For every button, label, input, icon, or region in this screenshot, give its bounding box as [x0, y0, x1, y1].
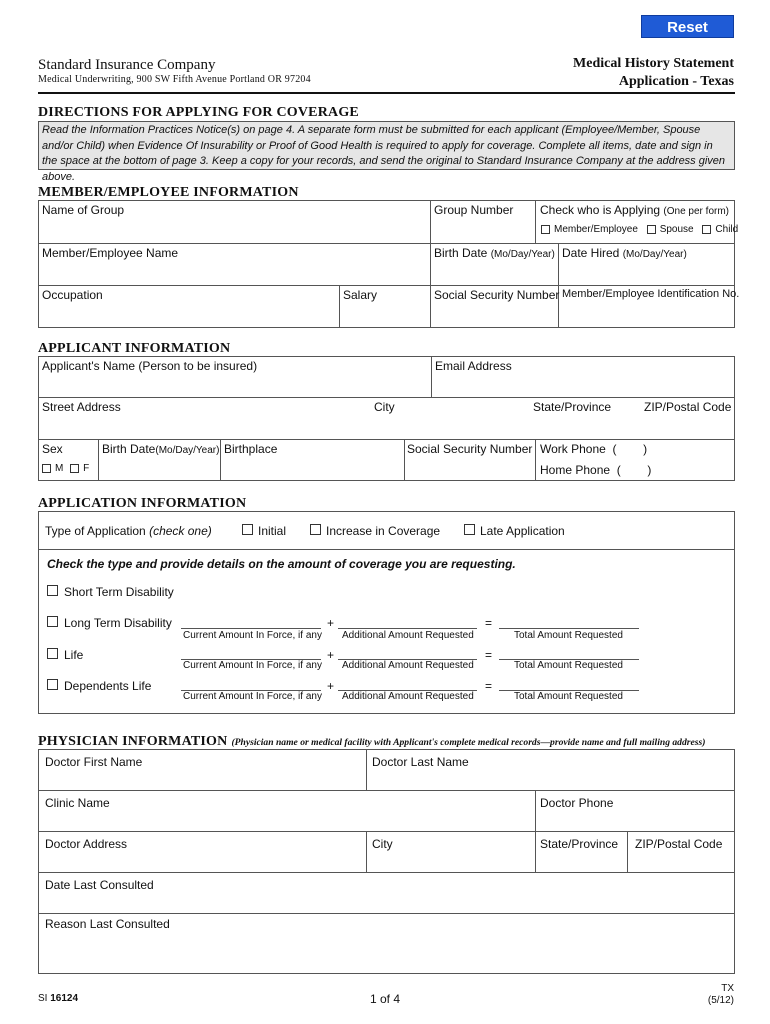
current-amount-caption: Current Amount In Force, if any	[183, 691, 322, 702]
dependents-life-checkbox[interactable]	[47, 679, 58, 690]
applicant-birth-date-field[interactable]	[102, 442, 219, 456]
additional-amount-caption: Additional Amount Requested	[342, 630, 474, 641]
current-amount-caption: Current Amount In Force, if any	[183, 660, 322, 671]
clinic-name-field[interactable]: Clinic Name	[45, 796, 110, 810]
physician-row-divider	[38, 831, 735, 832]
physician-col-divider	[366, 749, 367, 790]
increase-label: Increase in Coverage	[326, 524, 441, 538]
doctor-address-field[interactable]: Doctor Address	[45, 837, 128, 851]
spouse-checkbox[interactable]	[647, 225, 656, 234]
physician-row-divider	[38, 913, 735, 914]
total-amount-caption: Total Amount Requested	[514, 660, 623, 671]
member-row-divider	[38, 243, 735, 244]
header-rule	[38, 92, 735, 94]
member-col-divider	[339, 285, 340, 328]
applicant-col-divider	[404, 439, 405, 481]
doctor-first-name-field[interactable]: Doctor First Name	[45, 755, 143, 769]
member-ssn-field[interactable]: Social Security Number	[434, 288, 560, 302]
doctor-last-name-field[interactable]: Doctor Last Name	[372, 755, 469, 769]
occupation-field[interactable]: Occupation	[42, 288, 103, 302]
applicant-name-field[interactable]: Applicant's Name (Person to be insured)	[42, 359, 258, 373]
plus-sign: +	[327, 616, 335, 630]
birth-date-format: (Mo/Day/Year)	[490, 249, 555, 260]
member-col-divider	[558, 243, 559, 328]
late-application-checkbox[interactable]	[464, 524, 475, 535]
sex-f-label: F	[83, 463, 90, 474]
sex-label: Sex	[42, 442, 63, 456]
doctor-city-field[interactable]: City	[372, 837, 393, 851]
physician-heading-note: (Physician name or medical facility with Applicant's complete medical records—provide name and full mailing address)	[231, 737, 706, 748]
short-term-label: Short Term Disability	[64, 585, 174, 599]
applicant-heading: APPLICANT INFORMATION	[38, 341, 231, 356]
physician-heading	[38, 732, 705, 750]
applicant-row-divider	[38, 397, 735, 398]
child-checkbox[interactable]	[702, 225, 711, 234]
applicant-col-divider	[535, 439, 536, 481]
directions-text: Read the Information Practices Notice(s) on page 4. A separate form must be submitted for each applicant (Employee/Member, Spouse and/or Child) when Evidence Of Insurability or Proof of Good Health is required to apply for coverage. Complete all items, date and sign in the space at the bottom of page 3. Keep a copy for your records, and send the original to Standard Insurance Company at the address given above.	[38, 121, 735, 170]
equals-sign: =	[485, 616, 493, 630]
plus-sign: +	[327, 679, 335, 693]
child-label: Child	[715, 224, 739, 235]
form-number-value: 16124	[50, 993, 79, 1004]
state-code: TX	[721, 983, 734, 994]
applicant-col-divider	[220, 439, 221, 481]
date-last-consulted-field[interactable]: Date Last Consulted	[45, 878, 154, 892]
form-title: Medical History Statement	[573, 56, 734, 71]
applicant-city-field[interactable]: City	[374, 400, 395, 414]
member-name-field[interactable]: Member/Employee Name	[42, 246, 179, 260]
revision-date: (5/12)	[707, 995, 734, 1006]
applicant-zip-field[interactable]: ZIP/Postal Code	[644, 400, 732, 414]
member-birth-date-field[interactable]	[434, 246, 555, 260]
additional-amount-caption: Additional Amount Requested	[342, 660, 474, 671]
physician-row-divider	[38, 790, 735, 791]
doctor-state-field[interactable]: State/Province	[540, 837, 619, 851]
member-heading: MEMBER/EMPLOYEE INFORMATION	[38, 185, 299, 200]
birth-date-text: Birth Date	[102, 442, 156, 456]
reset-button[interactable]: Reset	[641, 15, 734, 38]
applicant-row-divider	[38, 439, 735, 440]
initial-checkbox[interactable]	[242, 524, 253, 535]
group-number-field[interactable]: Group Number	[434, 203, 514, 217]
directions-heading: DIRECTIONS FOR APPLYING FOR COVERAGE	[38, 105, 359, 120]
form-prefix: SI	[38, 993, 48, 1004]
life-label: Life	[64, 648, 84, 662]
physician-col-divider	[535, 790, 536, 872]
check-who-applying-label	[540, 203, 729, 217]
birth-date-text: Birth Date	[434, 246, 488, 260]
dependents-life-label: Dependents Life	[64, 679, 152, 693]
work-phone-field[interactable]: Work Phone ( )	[540, 442, 648, 456]
application-heading: APPLICATION INFORMATION	[38, 496, 247, 511]
long-term-label: Long Term Disability	[64, 616, 172, 630]
late-application-label: Late Application	[480, 524, 565, 538]
date-hired-text: Date Hired	[562, 246, 620, 260]
plus-sign: +	[327, 648, 335, 662]
life-checkbox[interactable]	[47, 648, 58, 659]
email-address-field[interactable]: Email Address	[435, 359, 512, 373]
short-term-checkbox[interactable]	[47, 585, 58, 596]
equals-sign: =	[485, 648, 493, 662]
company-name: Standard Insurance Company	[38, 57, 216, 73]
total-amount-caption: Total Amount Requested	[514, 691, 623, 702]
spouse-label: Spouse	[659, 224, 694, 235]
member-employee-label: Member/Employee	[554, 224, 638, 235]
sex-m-checkbox[interactable]	[42, 464, 51, 473]
additional-amount-caption: Additional Amount Requested	[342, 691, 474, 702]
member-col-divider	[535, 200, 536, 243]
check-who-text: Check who is Applying	[540, 203, 661, 217]
name-of-group-field[interactable]: Name of Group	[42, 203, 125, 217]
form-number	[38, 993, 78, 1004]
applicant-ssn-field[interactable]: Social Security Number	[407, 442, 533, 456]
member-section	[38, 200, 735, 328]
long-term-checkbox[interactable]	[47, 616, 58, 627]
member-id-field[interactable]: Member/Employee Identification No.	[562, 288, 740, 300]
physician-heading-title: PHYSICIAN INFORMATION	[38, 734, 228, 749]
type-of-application-label	[45, 524, 212, 538]
applicant-col-divider	[431, 356, 432, 397]
type-hint: (check one)	[149, 524, 212, 538]
long-term-additional-line[interactable]	[338, 628, 477, 629]
birth-date-format: (Mo/Day/Year)	[155, 445, 220, 456]
physician-col-divider	[366, 831, 367, 872]
page-number: 1 of 4	[370, 992, 401, 1006]
current-amount-caption: Current Amount In Force, if any	[183, 630, 322, 641]
date-hired-format: (Mo/Day/Year)	[622, 249, 687, 260]
physician-row-divider	[38, 872, 735, 873]
home-phone-field[interactable]: Home Phone ( )	[540, 463, 652, 477]
physician-section	[38, 749, 735, 974]
long-term-total-line[interactable]	[499, 628, 639, 629]
long-term-current-line[interactable]	[181, 628, 321, 629]
member-col-divider	[430, 200, 431, 328]
one-per-form-note: (One per form)	[663, 206, 729, 217]
company-address: Medical Underwriting, 900 SW Fifth Avenue Portland OR 97204	[38, 74, 311, 85]
equals-sign: =	[485, 679, 493, 693]
salary-field[interactable]: Salary	[343, 288, 378, 302]
date-hired-field[interactable]	[562, 246, 687, 260]
coverage-instruction: Check the type and provide details on the amount of coverage you are requesting.	[47, 557, 516, 571]
type-label: Type of Application	[45, 524, 146, 538]
member-row-divider	[38, 285, 735, 286]
sex-f-checkbox[interactable]	[70, 464, 79, 473]
form-subtitle: Application - Texas	[618, 74, 734, 89]
application-row-divider	[38, 549, 735, 550]
member-employee-checkbox[interactable]	[541, 225, 550, 234]
total-amount-caption: Total Amount Requested	[514, 630, 623, 641]
applying-options	[541, 224, 738, 235]
sex-options	[42, 463, 89, 474]
applicant-state-field[interactable]: State/Province	[533, 400, 612, 414]
applicant-col-divider	[98, 439, 99, 481]
sex-m-label: M	[55, 463, 64, 474]
reason-last-consulted-field[interactable]: Reason Last Consulted	[45, 917, 170, 931]
doctor-phone-field[interactable]: Doctor Phone	[540, 796, 614, 810]
doctor-zip-field[interactable]: ZIP/Postal Code	[635, 837, 723, 851]
increase-checkbox[interactable]	[310, 524, 321, 535]
street-address-field[interactable]: Street Address	[42, 400, 121, 414]
physician-col-divider	[627, 831, 628, 872]
initial-label: Initial	[258, 524, 287, 538]
birthplace-field[interactable]: Birthplace	[224, 442, 278, 456]
